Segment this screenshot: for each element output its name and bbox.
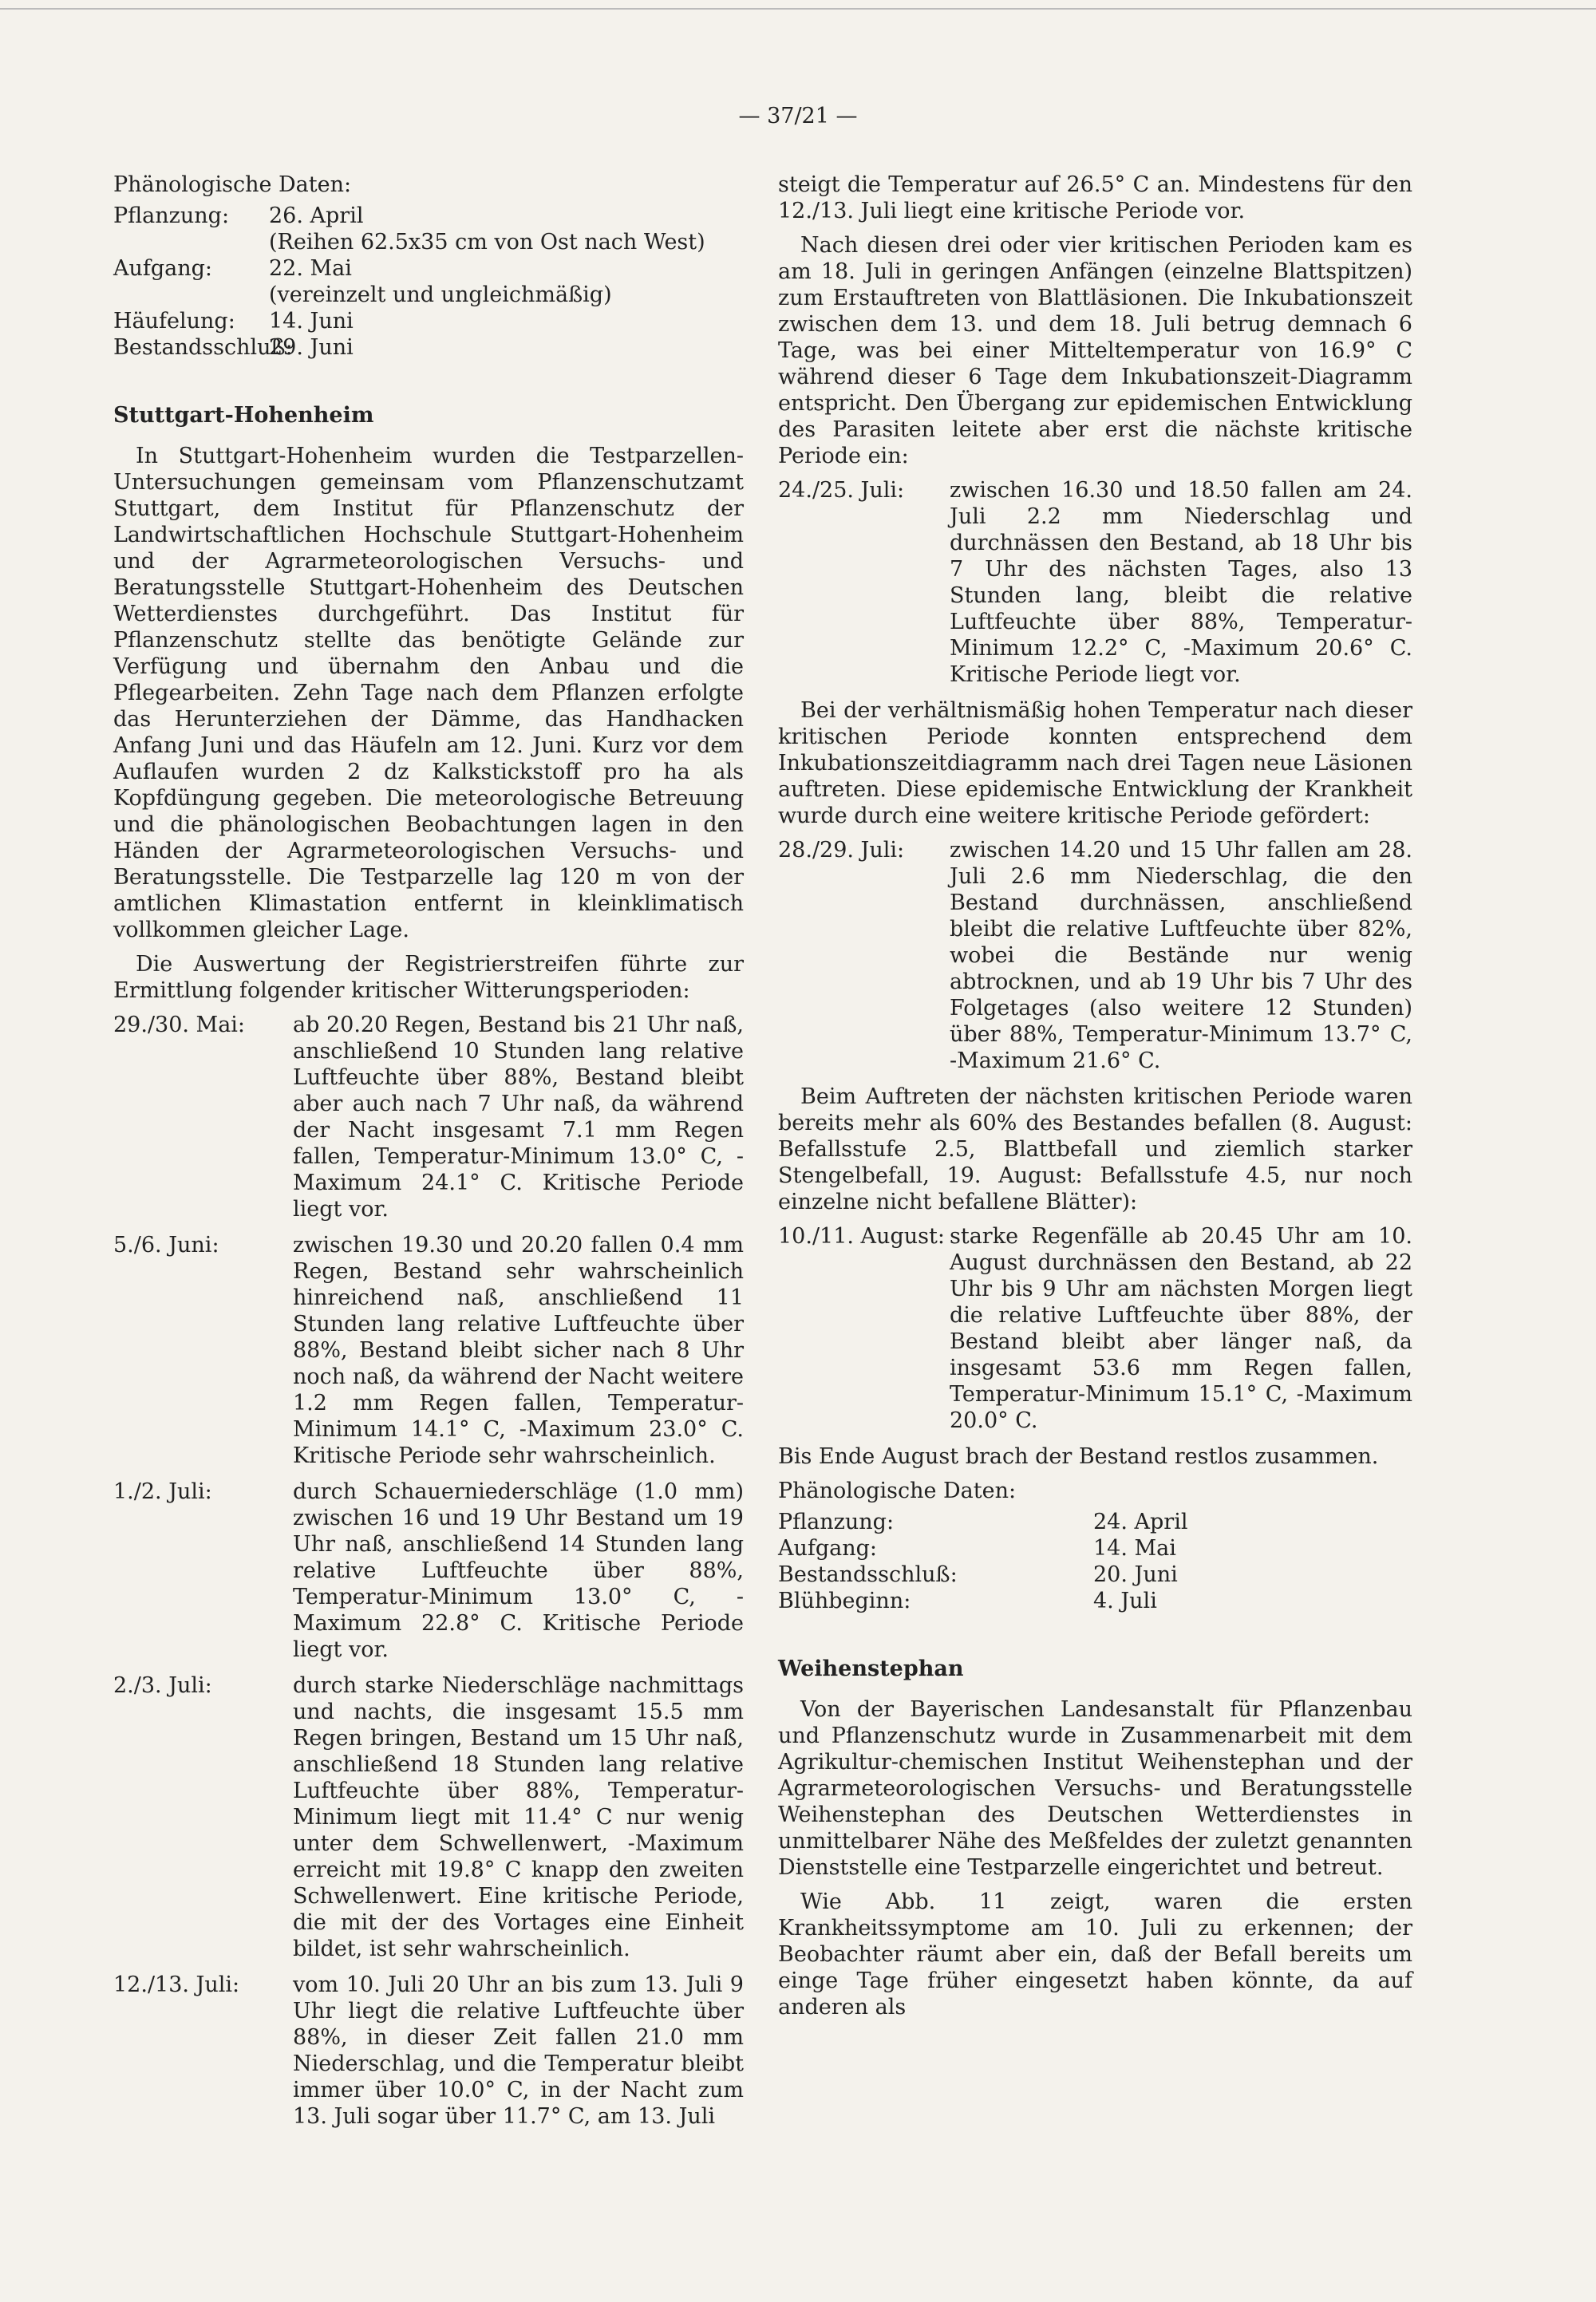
phenology-value: 22. Mai xyxy=(269,256,352,281)
critical-period-entry xyxy=(113,1479,744,1663)
period-description: zwischen 19.30 und 20.20 fallen 0.4 mm Regen, Bestand sehr wahrscheinlich hinreichend naß, anschließend 11 Stunden lang relative Luftfeuchte über 88%, Bestand bleibt sicher nach 8 Uhr noch naß, da während der Nacht weitere 1.2 mm Regen fallen, Temperatur-Minimum 14.1° C, -Maximum 23.0° C. Kritische Periode sehr wahrscheinlich. xyxy=(293,1233,744,1468)
phenology-value: 4. Juli xyxy=(1093,1589,1157,1613)
page-number: — 37/21 — xyxy=(738,104,858,128)
paragraph: In Stuttgart-Hohenheim wurden die Testparzellen-Untersuchungen gemeinsam vom Pflanzenschutzamt Stuttgart, dem Institut für Pflanzenschutz der Landwirtschaftlichen Hochschule Stuttgart-Hohenheim und der Agrarmeteorologischen Versuchs- und Beratungsstelle Stuttgart-Hohenheim des Deutschen Wetterdienstes durchgeführt. Das Institut für Pflanzenschutz stellte das benötigte Gelände zur Verfügung und übernahm den Anbau und die Pflegearbeiten. Zehn Tage nach dem Pflanzen erfolgte das Herunterziehen der Dämme, das Handhacken Anfang Juni und das Häufeln am 12. Juni. Kurz vor dem Auflaufen wurden 2 dz Kalkstickstoff pro ha als Kopfdüngung gegeben. Die meteorologische Betreuung und die phänologischen Beobachtungen lagen in den Händen der Agrarmeteorologischen Versuchs- und Beratungsstelle. Die Testparzelle lag 120 m von der amtlichen Klimastation entfernt in kleinklimatisch vollkommen gleicher Lage. xyxy=(113,444,744,942)
phenology-table-right xyxy=(778,1509,1412,1614)
period-description: ab 20.20 Regen, Bestand bis 21 Uhr naß, anschließend 10 Stunden lang relative Luftfeuchte über 88%, Bestand bleibt aber auch nach 7 Uhr naß, da während der Nacht insgesamt 7.1 mm Regen fallen, Temperatur-Minimum 13.0° C, -Maximum 24.1° C. Kritische Periode liegt vor. xyxy=(293,1013,744,1222)
phenology-row xyxy=(113,308,744,334)
phenology-value: 24. April xyxy=(1093,1510,1188,1534)
phenology-label: Bestandsschluß: xyxy=(113,335,293,360)
phenology-row xyxy=(113,334,744,361)
critical-period-entry xyxy=(778,1223,1412,1434)
phenology-row xyxy=(113,255,744,308)
paragraph: Von der Bayerischen Landesanstalt für Pflanzenbau und Pflanzenschutz wurde in Zusammenarbeit mit dem Agrikultur-chemischen Institut Weihenstephan und der Agrarmeteorologischen Versuchs- und Beratungsstelle Weihenstephan des Deutschen Wetterdienstes in unmittelbarer Nähe des Meßfeldes der zuletzt genannten Dienststelle eine Testparzelle eingerichtet und betreut. xyxy=(778,1697,1412,1880)
phenology-value: 14. Juni xyxy=(269,309,354,334)
phenology-row xyxy=(113,203,744,255)
period-date: 24./25. Juli: xyxy=(778,478,905,503)
period-date: 2./3. Juli: xyxy=(113,1673,212,1698)
period-description: durch starke Niederschläge nachmittags und nachts, die insgesamt 15.5 mm Regen bringen, Bestand um 15 Uhr naß, anschließend 18 Stunden lang relative Luftfeuchte über 88%, Temperatur-Minimum liegt mit 11.4° C nur wenig unter dem Schwellenwert, -Maximum erreicht mit 19.8° C knapp den zweiten Schwellenwert. Eine kritische Periode, die mit der des Vortages eine Einheit bildet, ist sehr wahrscheinlich. xyxy=(293,1673,744,1961)
paragraph: Bei der verhältnismäßig hohen Temperatur nach dieser kritischen Periode konnten entsprechend dem Inkubationszeitdiagramm nach drei Tagen neue Läsionen auftreten. Diese epidemische Entwicklung der Krankheit wurde durch eine weitere kritische Periode gefördert: xyxy=(778,698,1412,828)
phenology-label: Pflanzung: xyxy=(778,1510,895,1534)
phenology-title-left: Phänologische Daten: xyxy=(113,172,352,197)
phenology-value: 14. Mai xyxy=(1093,1536,1176,1561)
left-column xyxy=(113,172,744,2139)
period-description: vom 10. Juli 20 Uhr an bis zum 13. Juli 9 Uhr liegt die relative Luftfeuchte über 88%, in dieser Zeit fallen 21.0 mm Niederschlag, und die Temperatur bleibt immer über 10.0° C, in der Nacht zum 13. Juli sogar über 11.7° C, am 13. Juli xyxy=(293,1972,744,2129)
phenology-value: 20. Juni xyxy=(1093,1562,1178,1587)
phenology-row xyxy=(778,1535,1412,1562)
phenology-value: 29. Juni xyxy=(269,335,354,360)
phenology-note: (Reihen 62.5x35 cm von Ost nach West) xyxy=(269,230,705,255)
critical-period-entry xyxy=(113,1672,744,1962)
paragraph: Beim Auftreten der nächsten kritischen Periode waren bereits mehr als 60% des Bestandes befallen (8. August: Befallsstufe 2.5, Blattbefall und ziemlich starker Stengelbefall, 19. August: Befallsstufe 4.5, nur noch einzelne nicht befallene Blätter): xyxy=(778,1084,1412,1214)
phenology-label: Bestandsschluß: xyxy=(778,1562,958,1587)
phenology-label: Pflanzung: xyxy=(113,203,230,228)
phenology-row xyxy=(778,1562,1412,1588)
section-heading-weihenstephan: Weihenstephan xyxy=(778,1656,964,1681)
critical-period-entry xyxy=(113,1232,744,1469)
phenology-row xyxy=(778,1588,1412,1614)
period-description: durch Schauerniederschläge (1.0 mm) zwischen 16 und 19 Uhr Bestand um 19 Uhr naß, anschließend 14 Stunden lang relative Luftfeuchte über 88%, Temperatur-Minimum 13.0° C, -Maximum 22.8° C. Kritische Periode liegt vor. xyxy=(293,1479,744,1662)
period-date: 29./30. Mai: xyxy=(113,1013,246,1037)
critical-period-entry xyxy=(778,837,1412,1074)
section-heading-stuttgart: Stuttgart-Hohenheim xyxy=(113,403,374,428)
period-date: 12./13. Juli: xyxy=(113,1972,240,1997)
phenology-label: Blühbeginn: xyxy=(778,1589,911,1613)
phenology-title-right: Phänologische Daten: xyxy=(778,1479,1017,1503)
phenology-row xyxy=(778,1509,1412,1535)
paragraph: Nach diesen drei oder vier kritischen Perioden kam es am 18. Juli in geringen Anfängen (einzelne Blattspitzen) zum Erstauftreten von Blattläsionen. Die Inkubationszeit zwischen dem 13. und dem 18. Juli betrug demnach 6 Tage, was bei einer Mitteltemperatur von 16.9° C während dieser 6 Tage dem Inkubationszeit-Diagramm entspricht. Den Übergang zur epidemischen Entwicklung des Parasiten leitete aber erst die nächste kritische Periode ein: xyxy=(778,233,1412,468)
phenology-note: (vereinzelt und ungleichmäßig) xyxy=(269,282,612,307)
paragraph: Die Auswertung der Registrierstreifen führte zur Ermittlung folgender kritischer Witterungsperioden: xyxy=(113,952,744,1003)
phenology-label: Aufgang: xyxy=(778,1536,878,1561)
period-date: 1./2. Juli: xyxy=(113,1479,212,1504)
critical-period-entry xyxy=(778,477,1412,688)
critical-period-entry xyxy=(113,1012,744,1222)
period-date: 5./6. Juni: xyxy=(113,1233,219,1258)
paragraph-continued: steigt die Temperatur auf 26.5° C an. Mindestens für den 12./13. Juli liegt eine kritische Periode vor. xyxy=(778,172,1412,223)
phenology-value: 26. April xyxy=(269,203,364,228)
right-column xyxy=(778,172,1412,2028)
paragraph: Bis Ende August brach der Bestand restlos zusammen. xyxy=(778,1444,1379,1469)
period-description: zwischen 14.20 und 15 Uhr fallen am 28. Juli 2.6 mm Niederschlag, die den Bestand durchnässen, anschließend bleibt die relative Luftfeuchte über 82%, wobei die Bestände nur wenig abtrocknen, und ab 19 Uhr bis 7 Uhr des Folgetages (also weitere 12 Stunden) über 88%, Temperatur-Minimum 13.7° C, -Maximum 21.6° C. xyxy=(950,838,1412,1073)
period-description: starke Regenfälle ab 20.45 Uhr am 10. August durchnässen den Bestand, ab 22 Uhr bis 9 Uhr am nächsten Morgen liegt die relative Luftfeuchte über 88%, der Bestand bleibt aber länger naß, da insgesamt 53.6 mm Regen fallen, Temperatur-Minimum 15.1° C, -Maximum 20.0° C. xyxy=(950,1224,1412,1433)
period-date: 10./11. August: xyxy=(778,1224,945,1249)
phenology-table-left xyxy=(113,203,744,361)
scan-top-edge xyxy=(0,0,1596,10)
phenology-label: Häufelung: xyxy=(113,309,235,334)
period-date: 28./29. Juli: xyxy=(778,838,905,863)
period-description: zwischen 16.30 und 18.50 fallen am 24. Juli 2.2 mm Niederschlag und durchnässen den Bestand, ab 18 Uhr bis 7 Uhr des nächsten Tages, also 13 Stunden lang, bleibt die relative Luftfeuchte über 88%, Temperatur-Minimum 12.2° C, -Maximum 20.6° C. Kritische Periode liegt vor. xyxy=(950,478,1412,687)
phenology-label: Aufgang: xyxy=(113,256,213,281)
paragraph: Wie Abb. 11 zeigt, waren die ersten Krankheitssymptome am 10. Juli zu erkennen; der Beobachter räumt aber ein, daß der Befall bereits um einge Tage früher eingesetzt haben könnte, da auf anderen als xyxy=(778,1889,1412,2020)
critical-period-entry xyxy=(113,1972,744,2130)
